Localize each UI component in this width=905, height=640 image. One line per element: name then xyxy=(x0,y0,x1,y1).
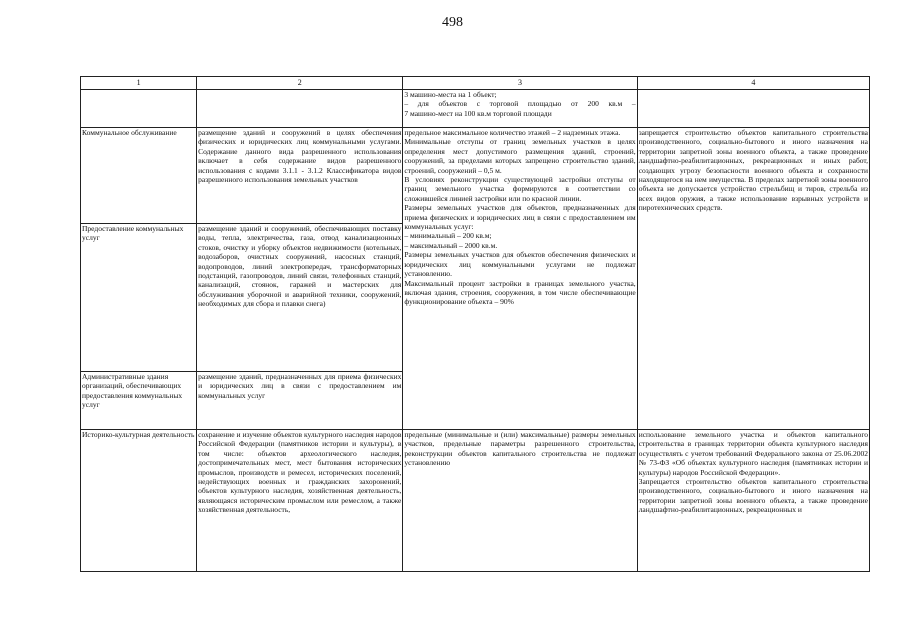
heritage-description: сохранение и изучение объектов культурного наследия народов Российской Федерации (памятников истории и культуры), в том числе: объектов археологического наследия, достопримечательных мест, мест бытования исторических промыслов, производств и ремесел, исторических поселений, недействующих военных и гражданских захоронений, объектов культурного наследия, хозяйственная деятельность, являющаяся историческим промыслом или ремеслом, а также хозяйственная деятельность, xyxy=(198,430,402,515)
parameter-paragraph: – минимальный – 200 кв.м; xyxy=(404,231,492,241)
column-number-4: 4 xyxy=(637,77,869,90)
parameters-cell xyxy=(403,128,637,430)
parameter-paragraph: – максимальный – 2000 кв.м. xyxy=(404,240,498,250)
parking-cell-3 xyxy=(403,90,637,128)
table-row-parking-continuation xyxy=(81,90,870,128)
communal-description: размещение зданий и сооружений в целях обеспечения физических и юридических лиц коммунальными услугами. Содержание данного вида разрешенного использования включает в себя содержание видов разрешенного использования с кодами 3.1.1 - 3.1.2 Классификатора видов разрешенного использования земельных участков xyxy=(198,128,402,185)
parameter-paragraph: Максимальный процент застройки в границах земельного участка, включая здания, строения, сооружения, в том числе обеспечивающие функционирование объекта – 90% xyxy=(404,278,636,307)
parameter-paragraph: Размеры земельных участков для объектов, предназначенных для приема физических и юридических лиц в связи с предоставлением им коммунальных услуг: xyxy=(404,203,636,232)
parameter-paragraph: предельное максимальное количество этажей – 2 надземных этажа. xyxy=(404,128,621,137)
services-type-cell: Предоставление коммунальных услуг xyxy=(81,224,197,372)
services-description: размещение зданий и сооружений, обеспечивающих поставку воды, тепла, электричества, газа, отвод канализационных стоков, очистку и уборку объектов недвижимости (котельных, водозаборов, очистных сооружений, насосных станций, водопроводов, линий электропередач, трансформаторных подстанций, газопроводов, линий связи, телефонных станций, канализаций, стоянок, гаражей и мастерских для обслуживания уборочной и аварийной техники, сооружений, необходимых для сбора и плавки снега) xyxy=(198,224,402,309)
parking-cell-2 xyxy=(197,90,403,128)
restrictions-text: запрещается строительство объектов капитального строительства производственного, социально-бытового и иного назначения на территории запретной зоны военного объекта, а также проведение ландшафтно-реабилитационных, рекреационных и иных работ, создающих угрозу безопасности военного объекта и сохранности находящегося на нем имущества. В пределах запретной зоны военного объекта не допускается устройство стрельбищ и тиров, стрельба из всех видов оружия, а также использование взрывных устройств и пиротехнических средств. xyxy=(638,128,868,213)
table-row-heritage xyxy=(81,430,870,572)
column-number-2: 2 xyxy=(197,77,403,90)
services-description-cell xyxy=(197,224,403,372)
heritage-restriction-paragraph: использование земельного участка и объектов капитального строительства в границах территории объекта культурного наследия осуществлять с учетом требований Федерального закона от 25.06.2002 № 73-ФЗ «Об объектах культурного наследия (памятниках истории и культуры) народов Российской Федерации». xyxy=(638,430,868,477)
table-row-communal xyxy=(81,128,870,224)
admin-description: размещение зданий, предназначенных для приема физических и юридических лиц в связи с предоставлением им коммунальных услуг xyxy=(198,372,402,400)
communal-description-cell xyxy=(197,128,403,224)
zoning-regulations-table xyxy=(80,76,870,572)
parameter-paragraph: В условиях реконструкции существующей застройки отступы от границ земельного участка формируются в соответствии со сложившейся линией застройки или по красной линии. xyxy=(404,175,636,203)
communal-type-cell: Коммунальное обслуживание xyxy=(81,128,197,224)
parameter-paragraph: Размеры земельных участков для объектов обеспечения физических и юридических лиц коммунальными услугами не подлежат установлению. xyxy=(404,250,636,279)
table-header-row xyxy=(81,77,870,90)
heritage-description-cell xyxy=(197,430,403,572)
parameter-paragraph: Минимальные отступы от границ земельных участков в целях определения мест допустимого размещения зданий, строений, сооружений, за пределами которых запрещено строительство зданий, строений, сооружений – 0,5 м. xyxy=(404,137,636,175)
admin-description-cell xyxy=(197,372,403,430)
heritage-parameters: предельные (минимальные и (или) максимальные) размеры земельных участков, предельные параметры разрешенного строительства, реконструкции объектов капитального строительства не подлежат установлению xyxy=(404,430,636,468)
restrictions-cell xyxy=(637,128,869,430)
parking-line: – для объектов с торговой площадью от 200 кв.м – xyxy=(404,99,636,109)
parking-cell-4 xyxy=(637,90,869,128)
parking-line: 3 машино-места на 1 объект; xyxy=(404,90,497,99)
heritage-restrictions-cell xyxy=(637,430,869,572)
parking-line: 7 машино-мест на 100 кв.м торговой площади xyxy=(404,108,552,118)
heritage-restriction-paragraph: Запрещается строительство объектов капитального строительства производственного, социально-бытового и иного назначения на территории запретной зоны военного объекта, а также проведение ландшафтно-реабилитационных, рекреационных и xyxy=(638,477,868,515)
column-number-1: 1 xyxy=(81,77,197,90)
heritage-parameters-cell xyxy=(403,430,637,572)
parking-cell-1 xyxy=(81,90,197,128)
heritage-type-cell: Историко-культурная деятельность xyxy=(81,430,197,572)
admin-type-cell: Административные здания организаций, обеспечивающих предоставления коммунальных услуг xyxy=(81,372,197,430)
page-number: 498 xyxy=(442,15,463,30)
column-number-3: 3 xyxy=(403,77,637,90)
